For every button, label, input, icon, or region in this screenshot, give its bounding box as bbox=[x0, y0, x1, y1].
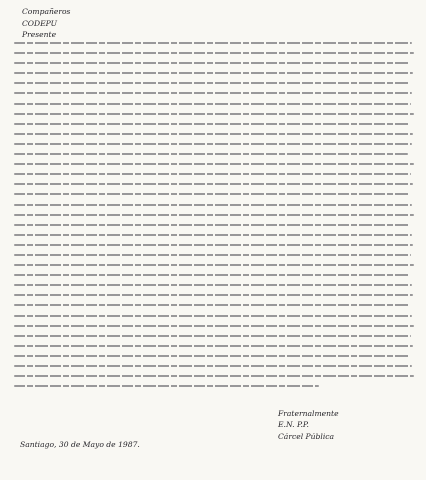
body-line bbox=[14, 224, 409, 226]
body-line bbox=[14, 133, 413, 135]
body-line bbox=[14, 183, 413, 185]
body-line bbox=[14, 82, 409, 84]
body-line bbox=[14, 385, 319, 387]
body-line bbox=[14, 264, 414, 266]
body-line bbox=[14, 163, 414, 165]
body-line bbox=[14, 153, 408, 155]
closing-line-1: Fraternalmente bbox=[278, 409, 339, 418]
body-line bbox=[14, 315, 412, 317]
closing-line-3: Cárcel Pública bbox=[278, 431, 335, 441]
place-date: Santiago, 30 de Mayo de 1987. bbox=[20, 440, 140, 449]
letter-closing bbox=[278, 408, 339, 442]
body-line bbox=[14, 254, 411, 256]
body-line bbox=[14, 214, 414, 216]
body-line bbox=[14, 193, 410, 195]
body-line bbox=[14, 123, 410, 125]
letter-body bbox=[14, 42, 414, 395]
body-line bbox=[14, 92, 412, 94]
body-line bbox=[14, 62, 410, 64]
body-line bbox=[14, 355, 410, 357]
body-line bbox=[14, 173, 411, 175]
letter-header bbox=[22, 6, 70, 41]
body-line bbox=[14, 103, 411, 105]
body-line bbox=[14, 294, 413, 296]
body-line bbox=[14, 244, 413, 246]
body-line bbox=[14, 42, 412, 44]
body-line bbox=[14, 274, 410, 276]
body-line bbox=[14, 113, 414, 115]
body-line bbox=[14, 234, 412, 236]
salutation-line-2: CODEPU bbox=[22, 18, 58, 28]
body-line bbox=[14, 204, 412, 206]
body-line bbox=[14, 143, 412, 145]
body-line bbox=[14, 335, 411, 337]
body-line bbox=[14, 72, 413, 74]
body-line bbox=[14, 52, 414, 54]
body-line bbox=[14, 375, 414, 377]
body-line bbox=[14, 365, 412, 367]
body-line bbox=[14, 345, 413, 347]
salutation-line-1: Compañeros bbox=[22, 7, 71, 16]
body-line bbox=[14, 284, 412, 286]
body-line bbox=[14, 325, 414, 327]
body-line bbox=[14, 304, 409, 306]
salutation-line-3: Presente bbox=[22, 30, 57, 40]
closing-line-2: E.N. P.P. bbox=[278, 420, 309, 430]
